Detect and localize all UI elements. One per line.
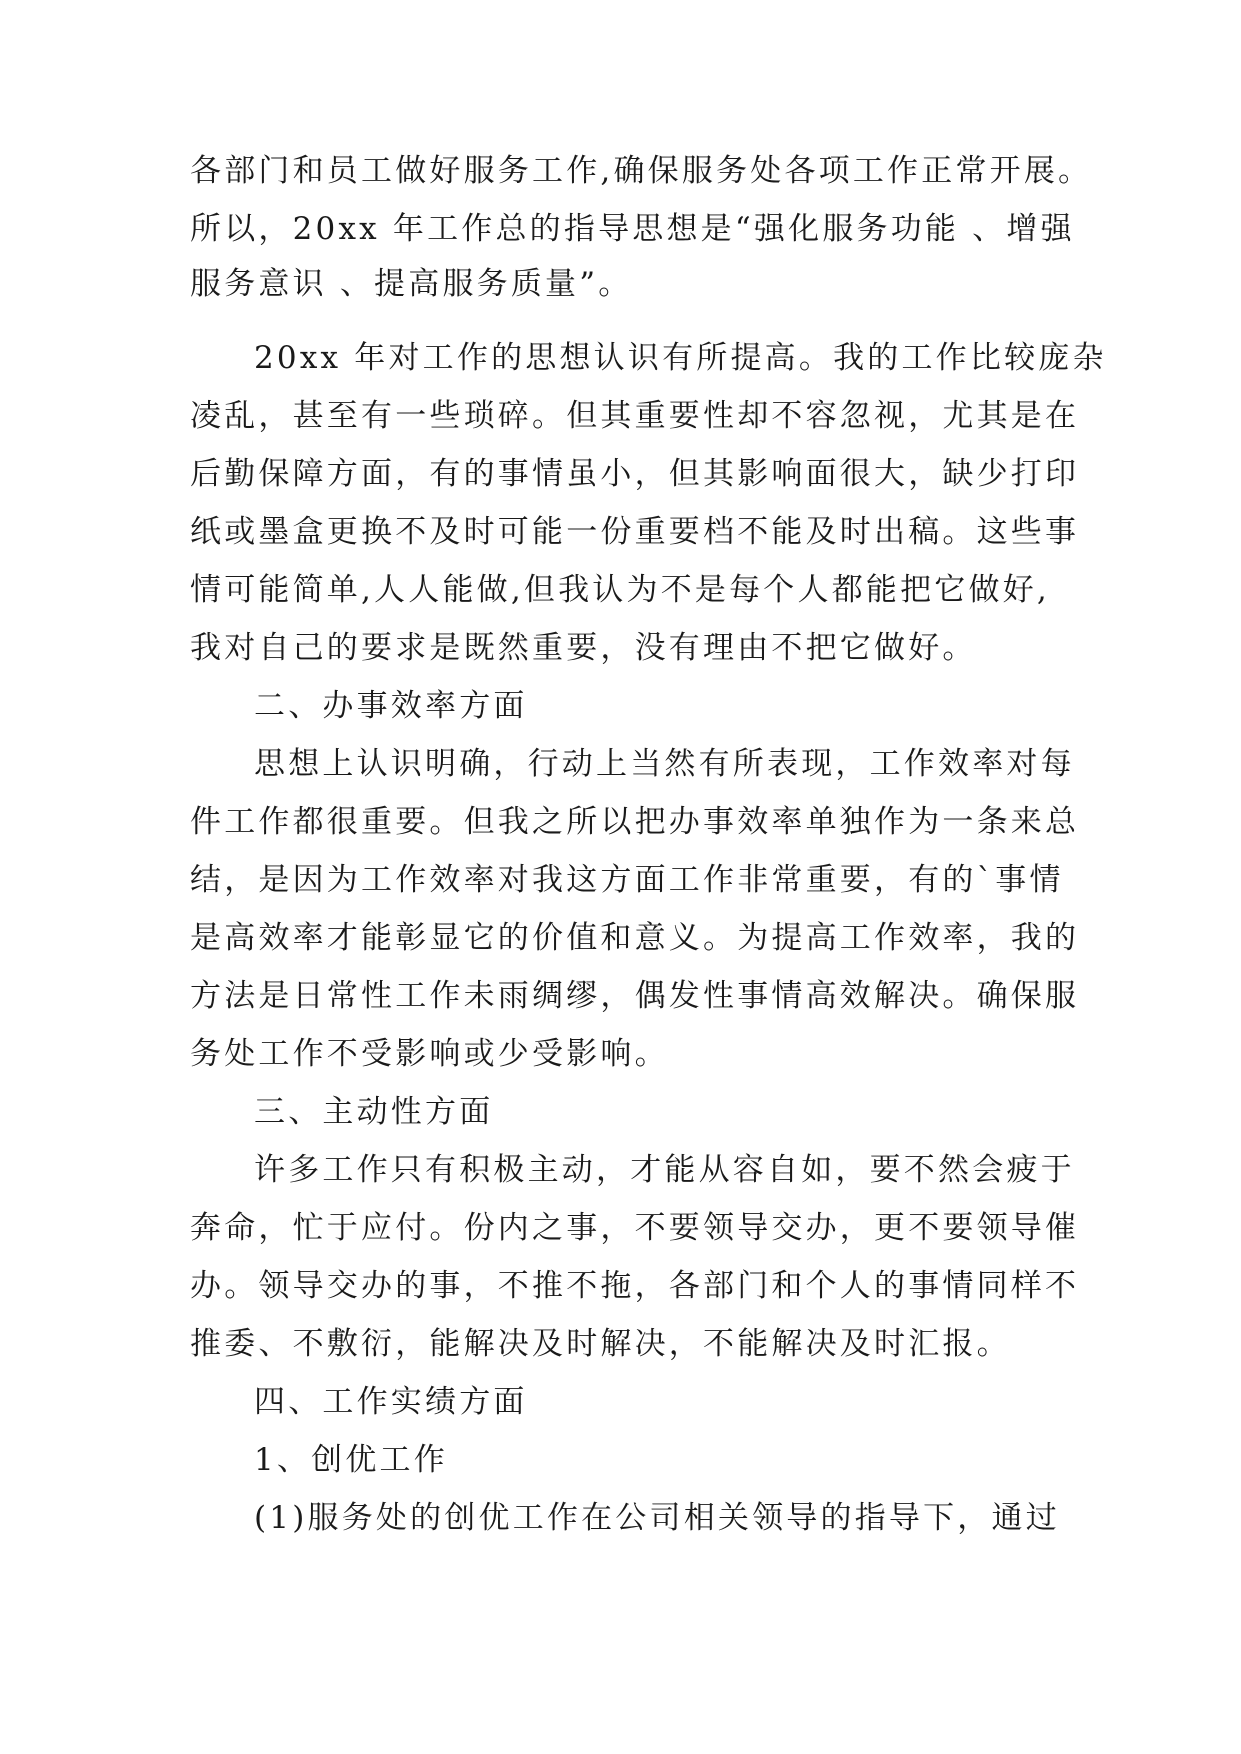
text-line: 务处工作不受影响或少受影响。 (190, 1036, 669, 1072)
text-line: 是高效率才能彰显它的价值和意义。为提高工作效率，我的 (190, 920, 1080, 956)
text-line: 推委、不敷衍，能解决及时解决，不能解决及时汇报。 (190, 1326, 1011, 1362)
text-line: 我对自己的要求是既然重要，没有理由不把它做好。 (190, 630, 977, 666)
text-line: 凌乱，甚至有一些琐碎。但其重要性却不容忽视，尤其是在 (190, 398, 1080, 434)
section-heading: 三、主动性方面 (254, 1094, 494, 1130)
text-line: 奔命，忙于应付。份内之事，不要领导交办，更不要领导催 (190, 1210, 1080, 1246)
paragraph-first-line: (1)服务处的创优工作在公司相关领导的指导下，通过 (254, 1500, 1060, 1536)
section-heading: 二、办事效率方面 (254, 688, 528, 724)
text-line: 情可能简单,人人能做,但我认为不是每个人都能把它做好, (190, 572, 1050, 608)
text-line: 各部门和员工做好服务工作,确保服务处各项工作正常开展。 (190, 153, 1093, 189)
text-line: 纸或墨盒更换不及时可能一份重要档不能及时出稿。这些事 (190, 514, 1080, 550)
text-line: 结，是因为工作效率对我这方面工作非常重要，有的`事情 (190, 862, 1064, 898)
text-line: 办。领导交办的事，不推不拖，各部门和个人的事情同样不 (190, 1268, 1080, 1304)
paragraph-first-line: 思想上认识明确，行动上当然有所表现，工作效率对每 (254, 746, 1075, 782)
section-heading: 四、工作实绩方面 (254, 1384, 528, 1420)
text-line: 方法是日常性工作未雨绸缪，偶发性事情高效解决。确保服 (190, 978, 1080, 1014)
text-line: 件工作都很重要。但我之所以把办事效率单独作为一条来总 (190, 804, 1080, 840)
subsection-heading: 1、创优工作 (254, 1442, 448, 1478)
paragraph-first-line: 许多工作只有积极主动，才能从容自如，要不然会疲于 (254, 1152, 1075, 1188)
text-line: 服务意识 、提高服务质量”。 (190, 266, 633, 302)
text-line: 所以，20xx 年工作总的指导思想是“强化服务功能 、增强 (190, 211, 1075, 247)
text-line: 后勤保障方面，有的事情虽小，但其影响面很大，缺少打印 (190, 456, 1080, 492)
paragraph-first-line: 20xx 年对工作的思想认识有所提高。我的工作比较庞杂 (254, 340, 1107, 376)
